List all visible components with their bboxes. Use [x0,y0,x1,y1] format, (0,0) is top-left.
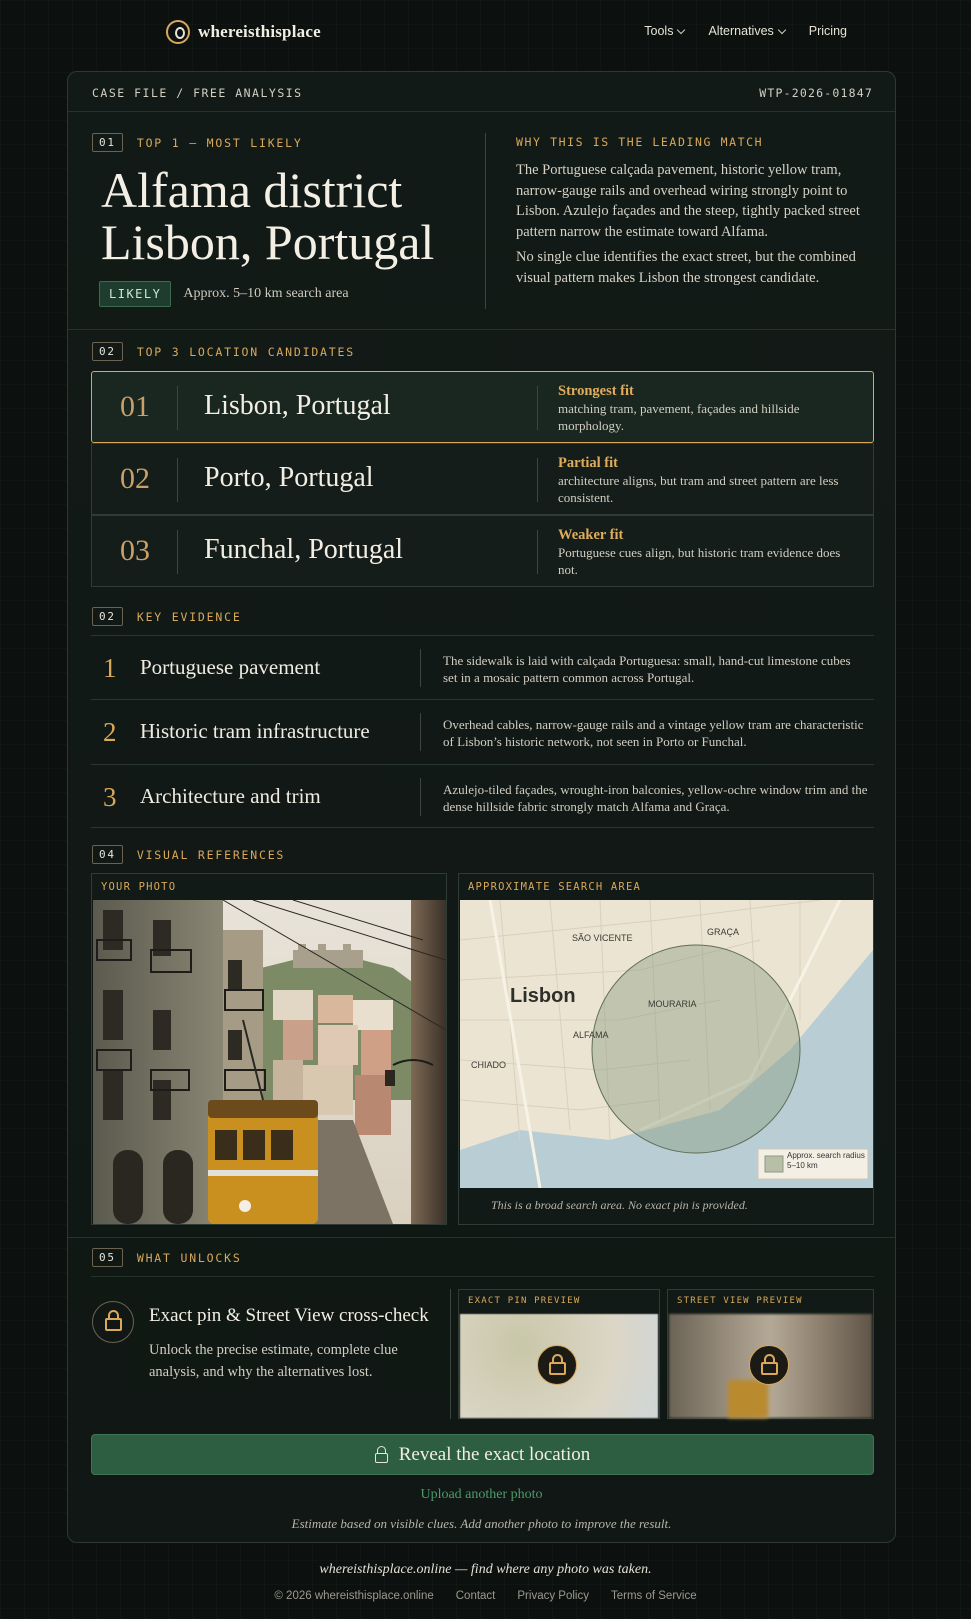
upload-another-link[interactable]: Upload another photo [420,1487,543,1502]
fit-desc: architecture aligns, but tram and street pattern are less consistent. [558,473,839,505]
lock-icon-badge [92,1301,134,1343]
nav-alternatives-label: Alternatives [708,24,774,38]
fit-title: Partial fit [558,455,618,471]
evidence-label-text: KEY EVIDENCE [136,609,242,624]
nav-tools-label: Tools [644,24,674,38]
pin-preview-caption: EXACT PIN PREVIEW [468,1296,581,1306]
candidate-row[interactable] [91,371,874,443]
section-badge: 01 [92,133,123,152]
candidate-rank: 03 [120,534,150,567]
lock-icon-badge [537,1345,577,1385]
map-note: This is a broad search area. No exact pin is provided. [491,1198,748,1212]
case-file-card [67,71,896,1543]
map-caption: APPROXIMATE SEARCH AREA [468,881,641,893]
brand[interactable] [166,20,321,44]
brand-name: whereisthisplace [198,22,321,41]
estimate-note: Estimate based on visible clues. Add another photo to improve the result. [291,1516,672,1531]
section-badge: 04 [92,845,123,864]
candidate-row[interactable] [91,443,874,515]
case-header [68,72,895,112]
nav-links [644,24,847,38]
candidates-label-text: TOP 3 LOCATION CANDIDATES [136,344,355,359]
street-view-caption: STREET VIEW PREVIEW [677,1296,803,1306]
search-area-text: Approx. 5–10 km search area [183,286,349,301]
map-label: ALFAMA [573,1030,609,1040]
map-label: CHIADO [471,1060,507,1070]
top-label-text: TOP 1 – MOST LIKELY [136,135,303,150]
chevron-down-icon [677,25,685,33]
evidence-row [91,635,874,699]
divider [537,386,538,430]
photo-panel [91,873,447,1225]
fit-title: Strongest fit [558,383,634,399]
candidate-rank: 01 [120,390,150,423]
evidence-label [92,607,242,626]
divider [68,1237,895,1238]
section-badge: 02 [92,607,123,626]
candidate-city: Lisbon, Portugal [204,390,391,421]
footer-copyright: © 2026 whereisthisplace.online [274,1590,434,1602]
divider [91,1276,874,1277]
top-label [92,133,303,152]
title-line-2: Lisbon, Portugal [101,214,435,270]
likely-badge: LIKELY [99,281,171,307]
reveal-label: Reveal the exact location [398,1443,591,1465]
section-badge: 02 [92,342,123,361]
blurred-tram [728,1380,768,1418]
map-panel [458,873,874,1225]
map-label: GRAÇA [707,927,740,937]
footer-privacy[interactable]: Privacy Policy [517,1590,589,1602]
evidence-desc: The sidewalk is laid with calçada Portuguesa: small, hand-cut limestone cubes set in a mosaic pattern common across Portugal. [443,653,851,685]
case-id: WTP-2026-01847 [759,86,873,100]
why-heading: WHY THIS IS THE LEADING MATCH [516,135,764,149]
why-paragraph-1: The Portuguese calçada pavement, historic yellow tram, narrow-gauge rails and overhead wiring strongly point to Lisbon. Azulejo façades and the steep, tightly packed street pattern narrow the estimate toward Alfama. [516,162,860,240]
divider [537,530,538,574]
nav-pricing-label: Pricing [808,24,847,38]
evidence-title: Architecture and trim [140,784,321,808]
candidate-fit [558,383,858,434]
location-pin-icon [166,20,190,44]
divider [177,530,178,574]
chevron-down-icon [778,25,786,33]
divider [177,458,178,502]
map-legend: Approx. search radius 5–10 km [787,1151,865,1170]
fit-desc: matching tram, pavement, façades and hillside morphology. [558,401,800,433]
footer-tagline: whereisthisplace.online — find where any photo was taken. [319,1562,652,1577]
evidence-desc: Azulejo-tiled façades, wrought-iron balconies, yellow-ochre window trim and the dense hillside fabric strongly match Alfama and Graça. [443,782,868,814]
divider [420,713,421,751]
divider [68,329,895,330]
evidence-desc: Overhead cables, narrow-gauge rails and a vintage yellow tram are characteristic of Lisbon’s historic network, not seen in Porto or Funchal. [443,717,864,749]
page-title [101,164,434,268]
evidence-title: Historic tram infrastructure [140,719,370,743]
top-nav [0,0,971,64]
why-body [516,160,868,288]
map-label: SÃO VICENTE [572,933,633,943]
why-paragraph-2: No single clue identifies the exact street, but the combined visual pattern makes Lisbon the strongest candidate. [516,249,856,286]
lock-icon-badge [749,1345,789,1385]
fit-desc: Portuguese cues align, but historic tram evidence does not. [558,545,841,577]
candidate-fit [558,527,858,578]
candidate-city: Porto, Portugal [204,462,374,493]
street-photo [93,900,446,1224]
unlock-desc: Unlock the precise estimate, complete clue analysis, and why the alternatives lost. [149,1342,398,1380]
reveal-location-button[interactable] [91,1434,874,1475]
candidate-rank: 02 [120,462,150,495]
footer-contact[interactable]: Contact [455,1590,496,1602]
evidence-number: 2 [103,717,117,747]
divider [485,133,486,309]
search-area-map[interactable] [460,900,873,1188]
nav-alternatives[interactable] [708,24,784,38]
street-view-preview [667,1289,874,1419]
divider [537,458,538,502]
footer-terms[interactable]: Terms of Service [610,1590,697,1602]
unlock-title: Exact pin & Street View cross-check [149,1305,429,1326]
visual-label-text: VISUAL REFERENCES [136,847,286,862]
candidate-city: Funchal, Portugal [204,534,404,565]
map-city: Lisbon [510,985,576,1007]
map-label: MOURARIA [648,999,697,1009]
pin-preview [458,1289,660,1419]
lock-icon [375,1446,389,1464]
section-badge: 05 [92,1248,123,1267]
unlocks-label-text: WHAT UNLOCKS [136,1250,242,1265]
candidates-label [92,342,355,361]
photo-caption: YOUR PHOTO [101,881,177,893]
divider [177,386,178,430]
case-label: CASE FILE / FREE ANALYSIS [92,86,303,100]
evidence-number: 3 [103,782,117,812]
evidence-number: 1 [103,653,117,683]
divider [420,649,421,687]
unlocks-label [92,1248,242,1267]
footer-links [0,1590,971,1602]
evidence-title: Portuguese pavement [140,655,321,679]
evidence-row [91,764,874,828]
candidate-row[interactable] [91,515,874,587]
fit-title: Weaker fit [558,527,624,543]
nav-tools[interactable] [644,24,684,38]
title-line-1: Alfama district [101,162,403,218]
candidate-fit [558,455,858,506]
likelihood-row [99,281,349,307]
divider [420,778,421,816]
nav-pricing[interactable] [809,24,847,38]
evidence-row [91,699,874,763]
visual-label [92,845,285,864]
divider [450,1289,451,1419]
